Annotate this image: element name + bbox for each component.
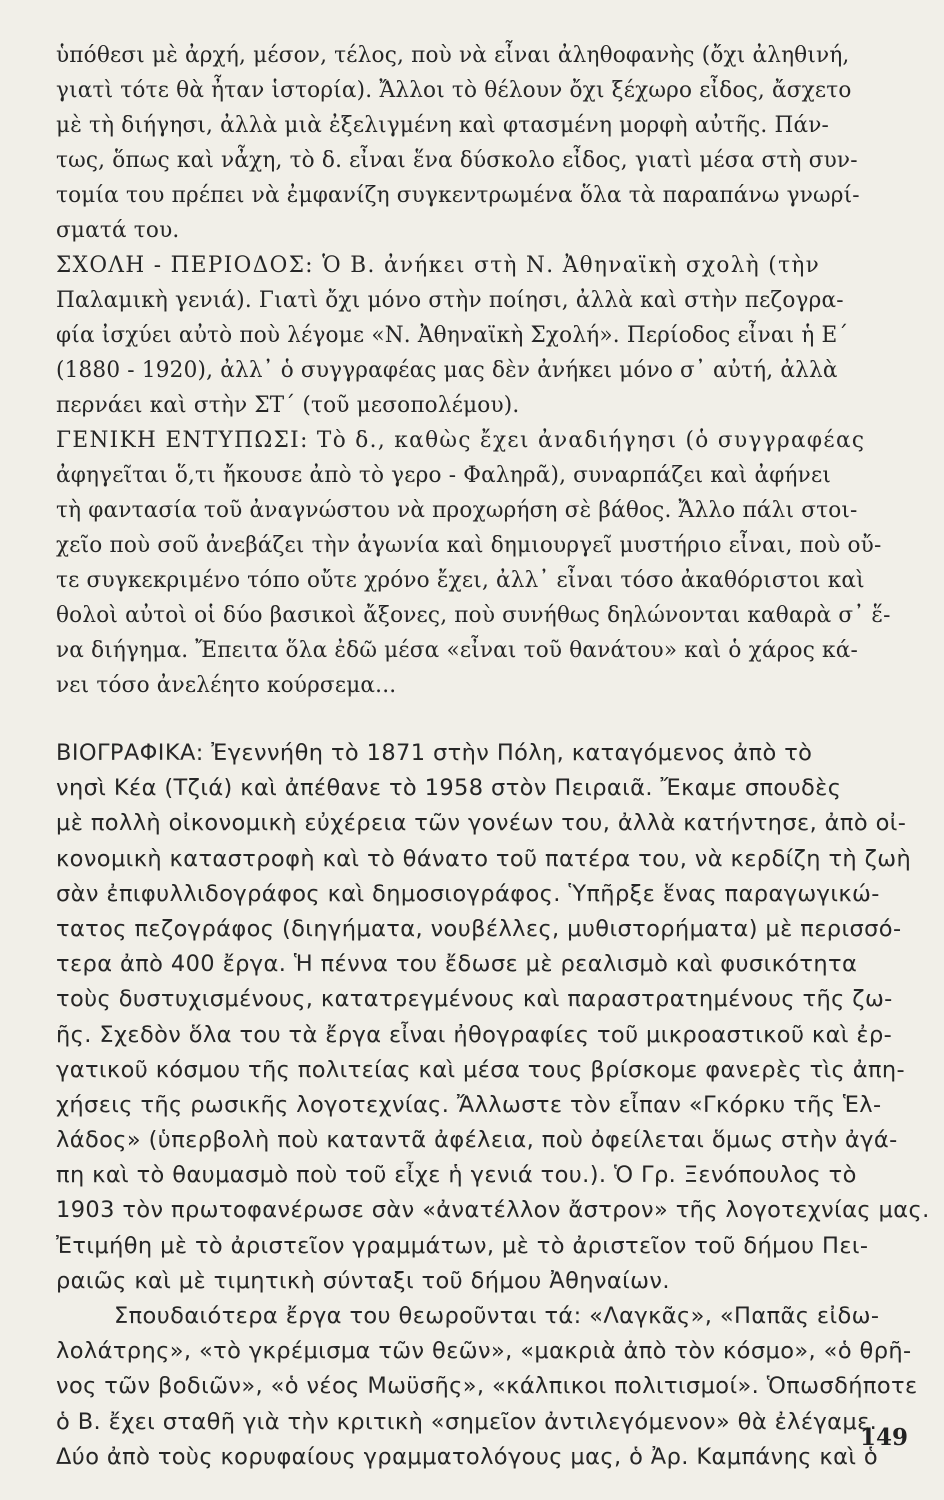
text-line: ὁ Β. ἔχει σταθῆ γιὰ τὴν κριτικὴ «σημεῖον ἀντιλεγόμενον» θὰ ἐλέγαμε. <box>56 1408 878 1435</box>
text-line: ῆς. Σχεδὸν ὅλα του τὰ ἔργα εἶναι ἠθογραφίες τοῦ μικροαστικοῦ καὶ ἐρ- <box>56 1021 893 1048</box>
general-impression-heading-line: ΓΕΝΙΚΗ ΕΝΤΥΠΩΣΙ: Τὸ δ., καθὼς ἔχει ἀναδιήγησι (ὁ συγγραφέας <box>56 428 866 453</box>
text-line: νει τόσο ἀνελέητο κούρσεμα... <box>56 673 397 698</box>
works-paragraph-first-line: Σπουδαιότερα ἔργα του θεωροῦνται τά: «Λαγκᾶς», «Παπᾶς εἰδω- <box>114 1303 880 1329</box>
text-line: λάδος» (ὑπερβολὴ ποὺ καταντᾶ ἀφέλεια, ποὺ ὀφείλεται ὅμως στὴν ἀγά- <box>56 1127 898 1154</box>
text-line: να διήγημα. Ἔπειτα ὅλα ἐδῶ μέσα «εἶναι τοῦ θανάτου» καὶ ὁ χάρος κά- <box>56 638 858 663</box>
analysis-section <box>56 38 891 703</box>
text-line: πη καὶ τὸ θαυμασμὸ ποὺ τοῦ εἶχε ἡ γενιά του.). Ὁ Γρ. Ξενόπουλος τὸ <box>56 1162 857 1189</box>
text-line: Δύο ἀπὸ τοὺς κορυφαίους γραμματολόγους μας, ὁ Ἀρ. Καμπάνης καὶ ὁ <box>56 1443 879 1470</box>
text-line: σματά του. <box>56 218 180 243</box>
text-line: μὲ πολλὴ οἰκονομικὴ εὐχέρεια τῶν γονέων του, ἀλλὰ κατήντησε, ἀπὸ οἰ- <box>56 810 907 837</box>
text-line: ραιῶς καὶ μὲ τιμητικὴ σύνταξι τοῦ δήμου Ἀθηναίων. <box>56 1267 670 1294</box>
biography-heading-line: ΒΙΟΓΡΑΦΙΚΑ: Ἐγεννήθη τὸ 1871 στὴν Πόλη, καταγόμενος ἀπὸ τὸ <box>56 740 813 766</box>
text-line: ἀφηγεῖται ὅ,τι ἤκουσε ἀπὸ τὸ γερο - Φαληρᾶ), συναρπάζει καὶ ἀφήνει <box>56 463 831 488</box>
text-line: φία ἰσχύει αὐτὸ ποὺ λέγομε «Ν. Ἀθηναϊκὴ Σχολή». Περίοδος εἶναι ἡ Ε΄ <box>56 323 849 348</box>
page-number: 149 <box>859 1424 908 1451</box>
text-line: τως, ὅπως καὶ νἆχη, τὸ δ. εἶναι ἕνα δύσκολο εἶδος, γιατὶ μέσα στὴ συν- <box>56 148 858 173</box>
text-line: σὰν ἐπιφυλλιδογράφος καὶ δημοσιογράφος. Ὑπῆρξε ἕνας παραγωγικώ- <box>56 880 880 907</box>
text-line: τὴ φαντασία τοῦ ἀναγνώστου νὰ προχωρήση σὲ βάθος. Ἄλλο πάλι στοι- <box>56 498 858 523</box>
text-line: θολοὶ αὐτοὶ οἱ δύο βασικοὶ ἄξονες, ποὺ συνήθως δηλώνονται καθαρὰ σ᾽ ἕ- <box>56 603 891 628</box>
text-line: ὑπόθεσι μὲ ἀρχή, μέσον, τέλος, ποὺ νὰ εἶναι ἀληθοφανὴς (ὄχι ἀληθινή, <box>56 43 850 68</box>
text-line: τομία του πρέπει νὰ ἐμφανίζη συγκεντρωμένα ὅλα τὰ παραπάνω γνωρί- <box>56 183 860 208</box>
text-line: τατος πεζογράφος (διηγήματα, νουβέλλες, μυθιστορήματα) μὲ περισσό- <box>56 915 902 942</box>
text-line: τερα ἀπὸ 400 ἔργα. Ἡ πέννα του ἔδωσε μὲ ρεαλισμὸ καὶ φυσικότητα <box>56 951 858 978</box>
text-line: λολάτρης», «τὸ γκρέμισμα τῶν θεῶν», «μακριὰ ἀπὸ τὸν κόσμο», «ὁ θρῆ- <box>56 1338 912 1365</box>
text-line: νησὶ Κέα (Τζιά) καὶ ἀπέθανε τὸ 1958 στὸν Πειραιᾶ. Ἔκαμε σπουδὲς <box>56 775 842 802</box>
text-line: περνάει καὶ στὴν ΣΤ΄ (τοῦ μεσοπολέμου). <box>56 393 520 418</box>
text-line: κονομικὴ καταστροφὴ καὶ τὸ θάνατο τοῦ πατέρα του, νὰ κερδίζη τὴ ζωὴ <box>56 845 912 872</box>
text-line: νος τῶν βοδιῶν», «ὁ νέος Μωϋσῆς», «κάλπικοι πολιτισμοί». Ὁπωσδήποτε <box>56 1373 918 1400</box>
text-line: χήσεις τῆς ρωσικῆς λογοτεχνίας. Ἄλλωστε τὸν εἶπαν «Γκόρκυ τῆς Ἑλ- <box>56 1091 882 1118</box>
text-line: μὲ τὴ διήγησι, ἀλλὰ μιὰ ἐξελιγμένη καὶ φτασμένη μορφὴ αὐτῆς. Πάν- <box>56 113 830 138</box>
school-period-heading-line: ΣΧΟΛΗ - ΠΕΡΙΟΔΟΣ: Ὁ Β. ἀνήκει στὴ Ν. Ἀθηναϊκὴ σχολὴ (τὴν <box>56 253 821 278</box>
text-line: Ἐτιμήθη μὲ τὸ ἀριστεῖον γραμμάτων, μὲ τὸ ἀριστεῖον τοῦ δήμου Πει- <box>56 1232 869 1259</box>
biography-section <box>56 736 930 1475</box>
text-line: Παλαμικὴ γενιά). Γιατὶ ὄχι μόνο στὴν ποίησι, ἀλλὰ καὶ στὴν πεζογρα- <box>56 288 844 313</box>
text-line: (1880 - 1920), ἀλλ᾽ ὁ συγγραφέας μας δὲν ἀνήκει μόνο σ᾽ αὐτή, ἀλλὰ <box>56 358 838 383</box>
text-line: γιατὶ τότε θὰ ἦταν ἱστορία). Ἄλλοι τὸ θέλουν ὄχι ξέχωρο εἶδος, ἄσχετο <box>56 78 852 103</box>
text-line: γατικοῦ κόσμου τῆς πολιτείας καὶ μέσα τους βρίσκομε φανερὲς τὶς ἀπη- <box>56 1056 906 1083</box>
text-line: τοὺς δυστυχισμένους, κατατρεγμένους καὶ παραστρατημένους τῆς ζω- <box>56 986 893 1013</box>
text-line: 1903 τὸν πρωτοφανέρωσε σὰν «ἀνατέλλον ἄστρον» τῆς λογοτεχνίας μας. <box>56 1197 930 1224</box>
text-line: τε συγκεκριμένο τόπο οὔτε χρόνο ἔχει, ἀλλ᾽ εἶναι τόσο ἀκαθόριστοι καὶ <box>56 568 865 593</box>
text-line: χεῖο ποὺ σοῦ ἀνεβάζει τὴν ἀγωνία καὶ δημιουργεῖ μυστήριο εἶναι, ποὺ οὔ- <box>56 533 882 558</box>
